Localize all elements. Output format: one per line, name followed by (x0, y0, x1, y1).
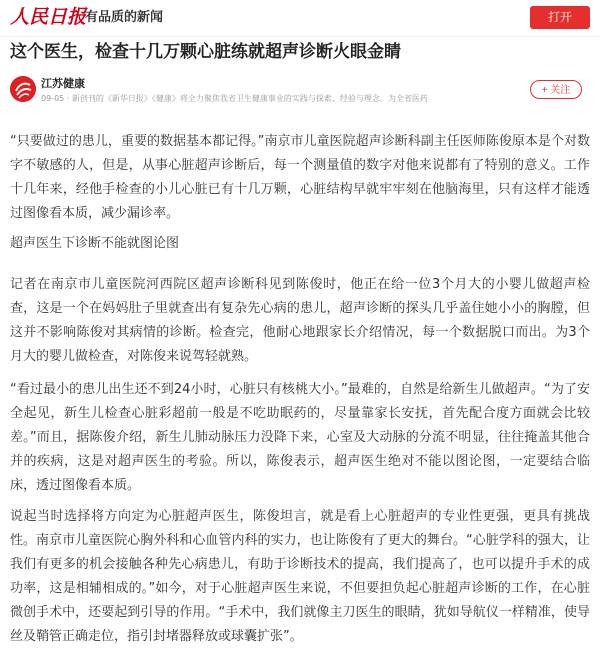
author-row (0, 76, 600, 110)
brand-slogan: 有品质的新闻 (85, 10, 164, 25)
follow-button[interactable]: + 关注 (530, 80, 582, 99)
author-name[interactable]: 江苏健康 (41, 77, 85, 90)
paragraph: “看过最小的患儿出生还不到24小时，心脏只有核桃大小。”最难的，自然是给新生儿做超声。“为了安全起见，新生儿检查心脏彩超前一般是不吃助眠药的，尽量靠家长安抚，首先配合度方面就会比较差。”而且，据陈俊介绍，新生儿肺动脉压力没降下来，心室及大动脉的分流不明显，往往掩盖其他合并的疾病，这是对超声医生的考验。所以，陈俊表示，超声医生绝对不能以图论图，一定要结合临床，透过图像看本质。 (10, 382, 590, 493)
paragraph: “只要做过的患儿，重要的数据基本都记得。”南京市儿童医院超声诊断科副主任医师陈俊原本是个对数字不敏感的人，但是，从事心脏超声诊断后，每一个测量值的数字对他来说都有了特别的意义。工作十几年来，经他手检查的小儿心脏已有十几万颗，心脏结构早就牢牢刻在他脑海里，只有这样才能透过图像看本质，减少漏诊率。 (10, 134, 590, 221)
open-app-button[interactable]: 打开 (530, 6, 590, 29)
paragraph: 记者在南京市儿童医院河西院区超声诊断科见到陈俊时，他正在给一位3个月大的小婴儿做超声检查，这是一个在妈妈肚子里就查出有复杂先心病的患儿，超声诊断的探头几乎盖住她小小的胸膛，但这并不影响陈俊对其病情的诊断。检查完，他耐心地跟家长介绍情况，每一个数据脱口而出。为3个月大的婴儿做检查，对陈俊来说驾轻就熟。 (10, 277, 590, 364)
author-meta: 09-05 · 新创刊的《新华日报》《健康》将全力聚焦我省卫生健康事业的实践与探索、经验与理念。为全省医药 (41, 94, 428, 103)
section-heading: 超声医生下诊断不能就图论图 (10, 236, 180, 251)
paragraph: 说起当时选择将方向定为心脏超声医生，陈俊坦言，就是看上心脏超声的专业性更强，更具有挑战性。南京市儿童医院心胸外科和心血管内科的实力，也让陈俊有了更大的舞台。“心脏学科的强大，让我们有更多的机会接触各种先心病患儿，有助于诊断技术的提高，我们提高了，也可以提升手术的成功率，这是相辅相成的。”如今，对于心脏超声医生来说，不但要担负起心脏超声诊断的工作，在心脏微创手术中，还要起到引导的作用。“手术中，我们就像主刀医生的眼睛，犹如导航仪一样精准，使导丝及鞘管正确走位，指引封堵器释放或球囊扩张”。 (10, 509, 590, 644)
article-title: 这个医生，检查十几万颗心脏练就超声诊断火眼金睛 (10, 42, 401, 62)
brand-logo[interactable]: 人民日报 (10, 6, 87, 28)
top-bar (0, 0, 600, 37)
avatar-emblem-icon (10, 76, 36, 102)
author-avatar[interactable] (10, 76, 36, 102)
